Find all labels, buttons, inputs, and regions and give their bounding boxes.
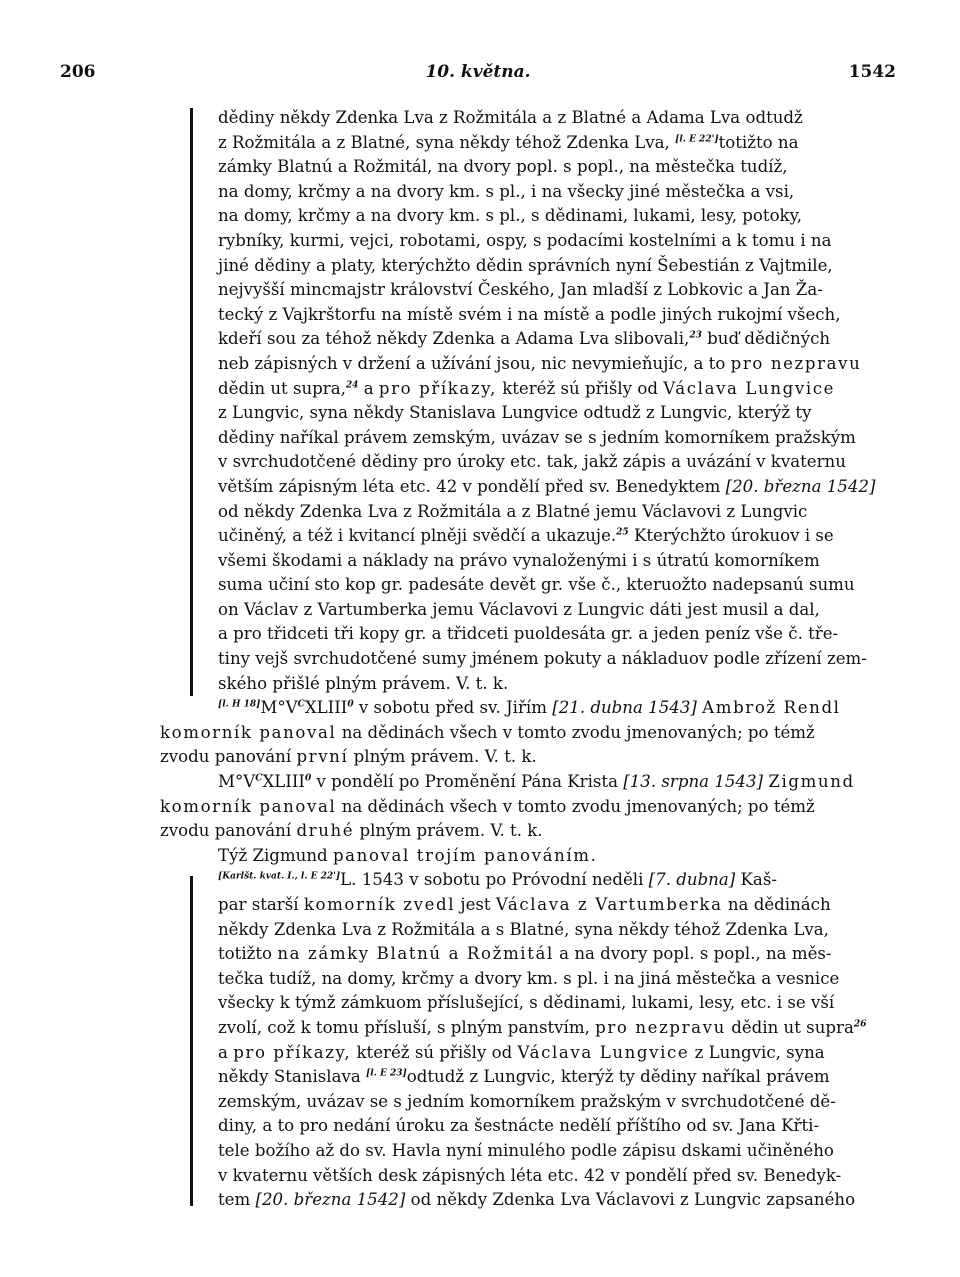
running-head-year: 1542 [848, 62, 896, 82]
folio-reference: [l. H 18] [218, 699, 261, 710]
footnote-marker: 24 [345, 380, 359, 390]
margin-bar-upper [190, 108, 193, 696]
entry-paragraph-2: $[l. H 18]M^\circ V^CXLIII^0$ v sobotu před sv. Jiřím [21. dubna 1543] Ambrož Rendl komorník panoval na dědinách všech v tomto zvodu jmenovaných; po témž zvodu panování první plným právem. V. t. k. [160, 698, 841, 767]
document-body [160, 106, 896, 1213]
footnote-marker: 25 [616, 527, 629, 538]
folio-reference: [Karlšt. kvat. I., l. E 22'] [218, 871, 341, 882]
entry-paragraph-5: [Karlšt. kvat. I., l. E 22']L. 1543 v sobotu po Próvodní neděli [7. dubna] Kaš- par starší komorník zvedl jest Václava z Vartumberka na dědinách někdy Zdenka Lva z Rožmitála a s Blatné, syna někdy téhož Zdenka Lva, totižto na zámky Blatnú a Rožmitál a na dvory popl. s popl., na měs- tečka tudíž, na domy, krčmy a dvory km. s pl. i na jiná městečka a vesnice všecky k týmž zámkuom příslušející, s dědinami, lukami, lesy, etc. i se vší zvolí, což k tomu přísluší, s plným panstvím, pro nezpravu dědin ut supra$^{26}$ a pro příkazy, kteréž sú přišly od Václava Lungvice z Lungvic, syna někdy Stanislava [l. E 23]odtudž z Lungvic, kterýž ty dědiny naříkal právem zemským, uvázav se s jedním komorníkem pražským v svrchudotčené dě- diny, a to pro nedání úroku za šestnácte nedělí příštího od sv. Jana Křti- tele božího až do sv. Havla nyní minulého podle zápisu dskami učiněného v kvaternu větších desk zápisných léta etc. 42 v pondělí před sv. Benedyk- tem [20. března 1542] od někdy Zdenka Lva Václavovi z Lungvic zapsaného [218, 870, 867, 1210]
margin-bar-lower [190, 876, 193, 1206]
page-number: 206 [60, 62, 96, 82]
folio-reference: [l. E 23] [366, 1068, 407, 1079]
footnote-marker: 26 [853, 1019, 867, 1030]
footnote-marker: 23 [689, 330, 702, 341]
page-header [60, 62, 896, 88]
entry-paragraph-4: Týž Zigmund panoval trojím panováním. [218, 845, 598, 865]
running-head-date: 10. května. [425, 62, 531, 82]
entry-paragraph-1: dědiny někdy Zdenka Lva z Rožmitála a z Blatné a Adama Lva odtudž z Rožmitála a z Blatné, syna někdy téhož Zdenka Lva, [l. E 22']totižto na zámky Blatnú a Rožmitál, na dvory popl. s popl., na městečka tudíž, na domy, krčmy a na dvory km. s pl., i na všecky jiné městečka a vsi, na domy, krčmy a na dvory km. s pl., s dědinami, lukami, lesy, potoky, rybníky, kurmi, vejci, robotami, ospy, s podacími kostelními a k tomu i na jiné dědiny a platy, kterýchžto dědin správních nyní Šebestián z Vajtmile, nejvyšší mincmajstr království Českého, Jan mladší z Lobkovic a Jan Ža- tecký z Vajkrštorfu na místě svém i na místě a podle jiných rukojmí všech, kdeří sou za téhož někdy Zdenka a Adama Lva slibovali,$^{23}$ buď dědičných neb zápisných v držení a užívání jsou, nic nevymieňujíc, a to pro nezpravu dědin ut supra,$^{24}$ a pro příkazy, kteréž sú přišly od Václava Lungvice z Lungvic, syna někdy Stanislava Lungvice odtudž z Lungvic, kterýž ty dědiny naříkal právem zemským, uvázav se s jedním komorníkem pražským v svrchudotčené dědiny pro úroky etc. tak, jakž zápis a uvázání v kvaternu větším zápisným léta etc. 42 v pondělí před sv. Benedyktem [20. března 1542] od někdy Zdenka Lva z Rožmitála a z Blatné jemu Václavovi z Lungvic učiněný, a též i kvitancí plněji svědčí a ukazuje.$^{25}$ Kterýchžto úrokuov i se všemi škodami a náklady na právo vynaloženými i s útratú komorníkem suma učiní sto kop gr. padesáte devět gr. vše č., kteruožto nadepsanú sumu on Václav z Vartumberka jemu Václavovi z Lungvic dáti jest musil a dal, a pro třidceti tři kopy gr. a třidceti puoldesáta gr. a jeden peníz vše č. tře- tiny vejš svrchudotčené sumy jménem pokuty a nákladuov podle zřízení zem- ského přišlé plným právem. V. t. k. [218, 108, 876, 693]
folio-reference: [l. E 22'] [675, 134, 719, 145]
entry-paragraph-3: $M^\circ V^CXLIII^0$ v pondělí po Proměnění Pána Krista [13. srpna 1543] Zigmund komorník panoval na dědinách všech v tomto zvodu jmenovaných; po témž zvodu panování druhé plným právem. V. t. k. [160, 772, 855, 841]
